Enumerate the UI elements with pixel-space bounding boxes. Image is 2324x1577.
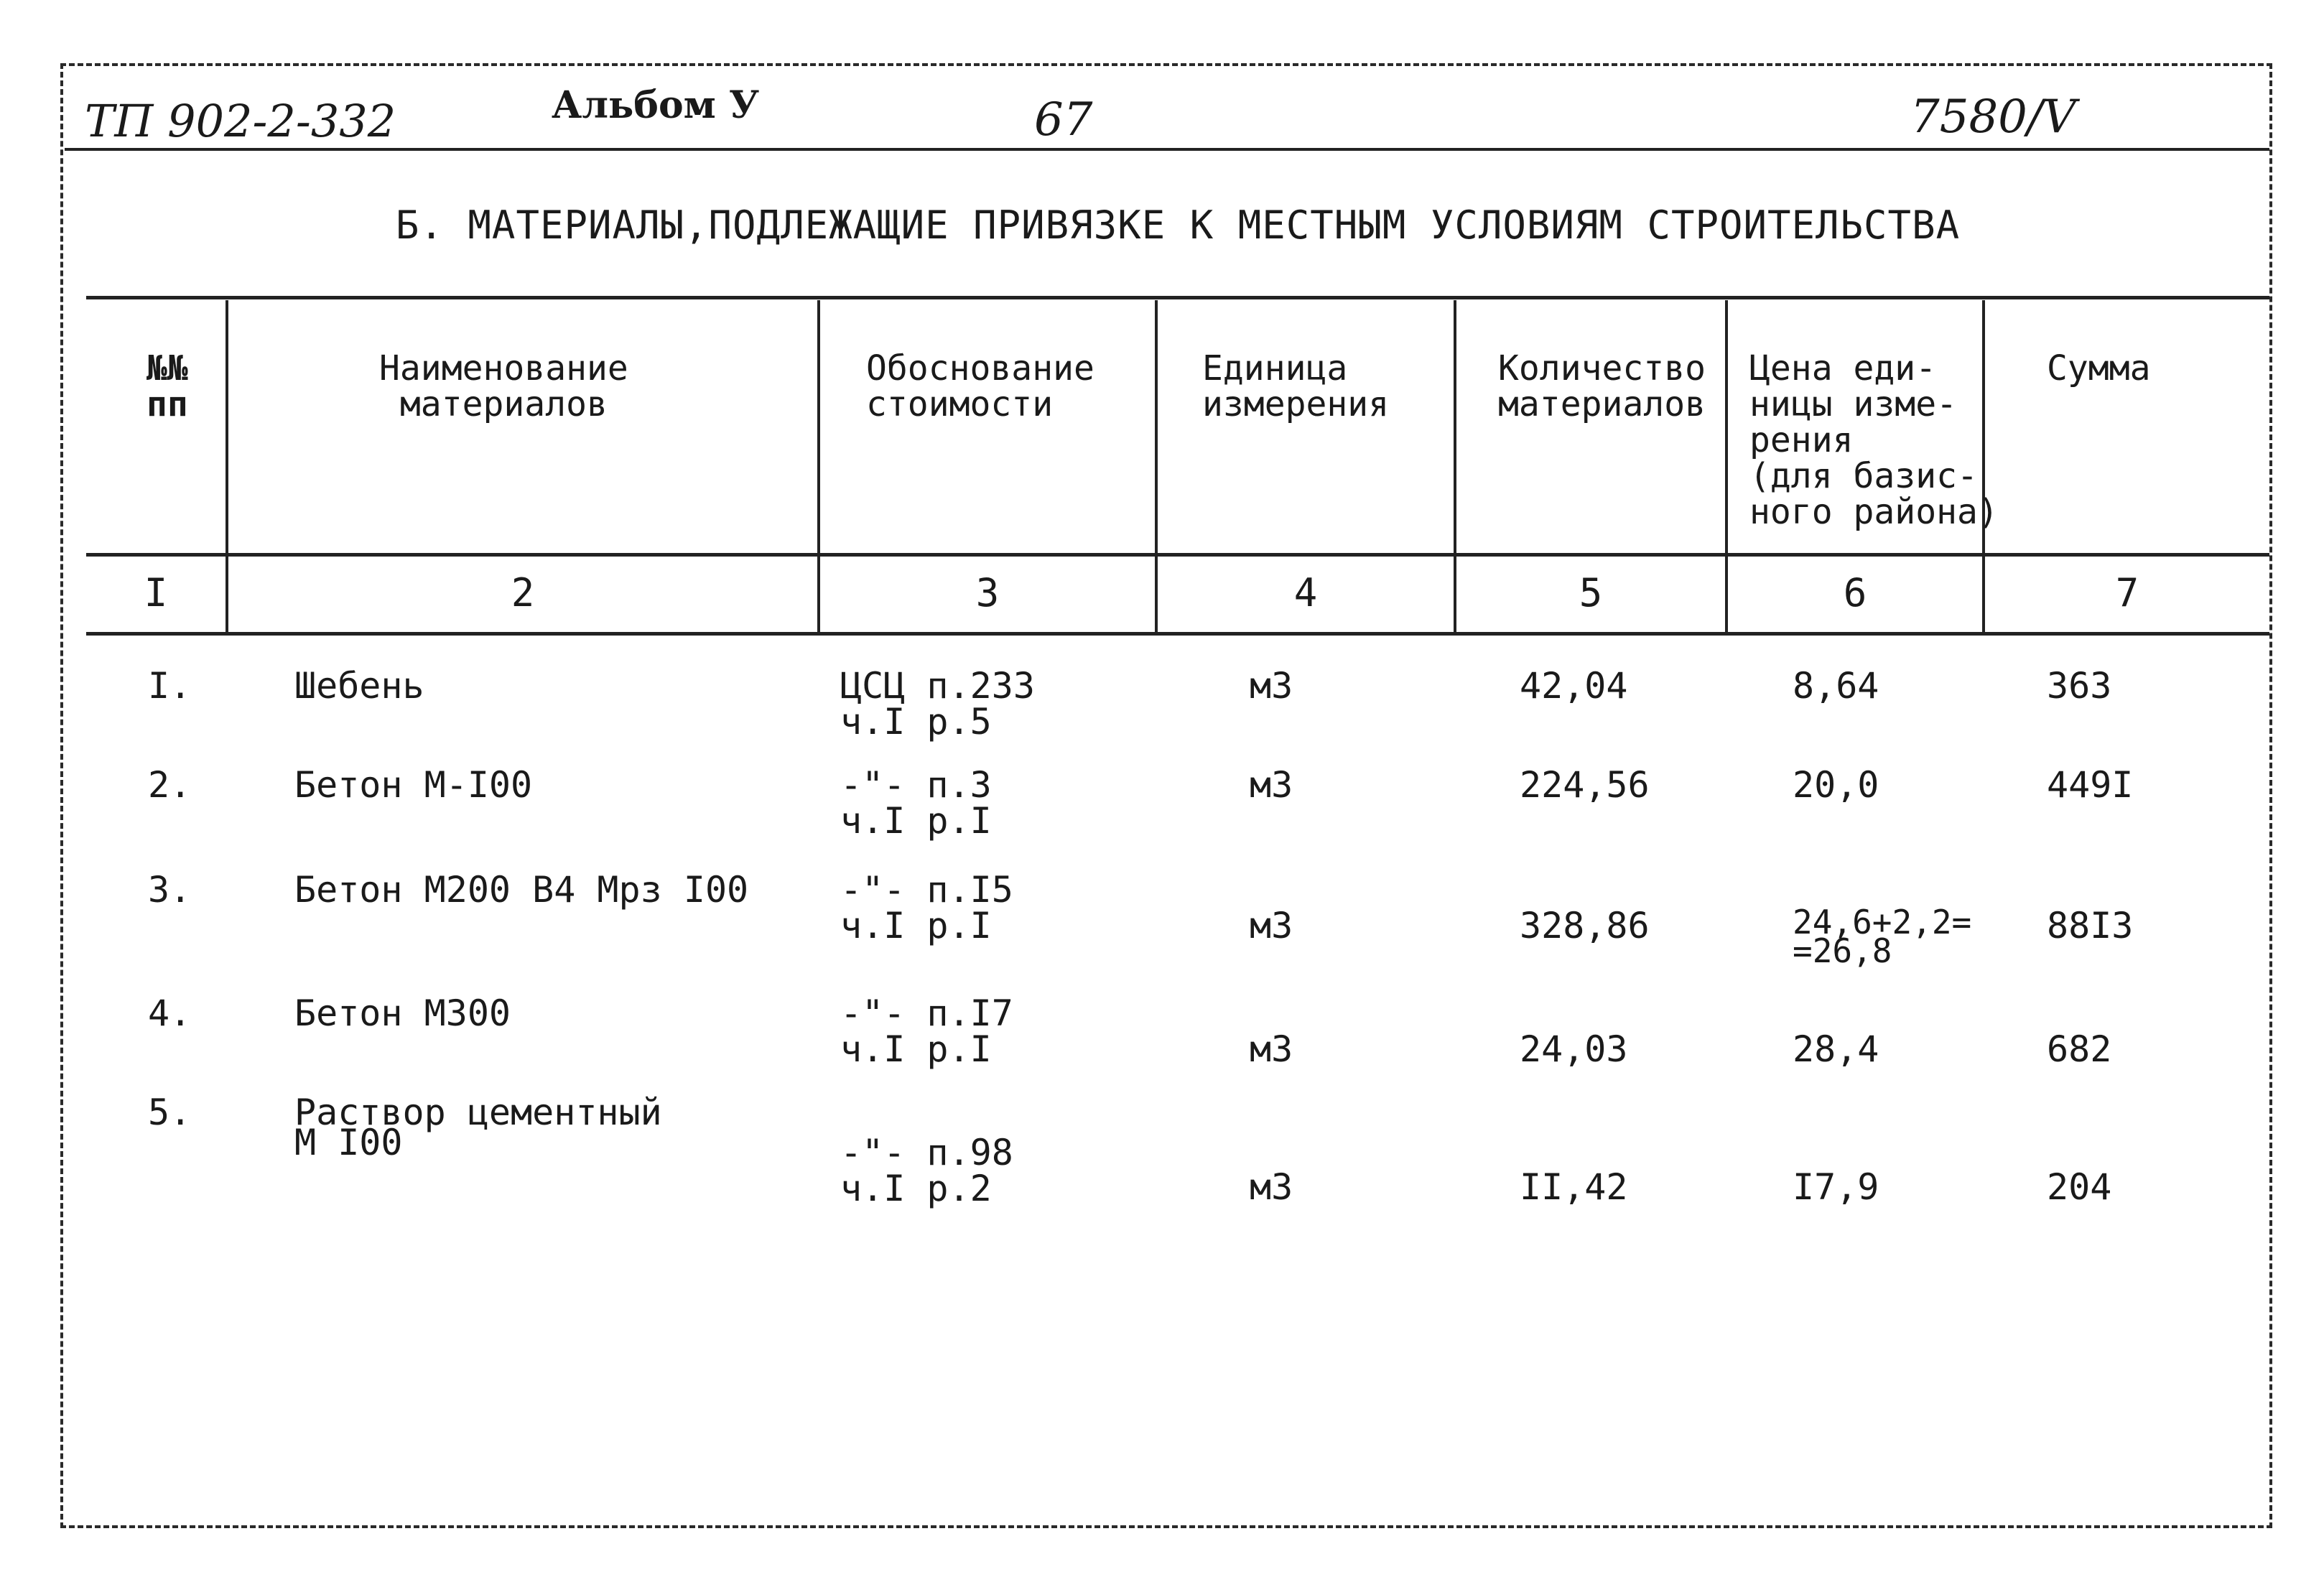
col-num-1: I <box>144 570 168 615</box>
doc-code: ТП 902-2-332 <box>85 95 396 147</box>
row4-basis: -"- п.I7 ч.I р.I <box>840 992 1013 1070</box>
table-top-rule <box>86 296 2269 299</box>
row2-name: Бетон М-I00 <box>294 764 533 806</box>
section-title: Б. МАТЕРИАЛЫ,ПОДЛЕЖАЩИЕ ПРИВЯЗКЕ К МЕСТНЫМ УСЛОВИЯМ СТРОИТЕЛЬСТВА <box>395 203 1961 248</box>
row2-basis: -"- п.3 ч.I р.I <box>840 764 992 842</box>
row3-basis: -"- п.I5 ч.I р.I <box>840 869 1013 946</box>
row2-unit: м3 <box>1250 764 1293 806</box>
col-head-no: №№ пп <box>147 348 188 424</box>
row3-sum: 88I3 <box>2047 905 2134 946</box>
col-head-unit: Единица измерения <box>1202 348 1390 424</box>
header-rule <box>65 148 2269 151</box>
row4-unit: м3 <box>1250 1028 1293 1070</box>
col-num-2: 2 <box>511 570 535 615</box>
col-head-basis: Обоснование стоимости <box>866 348 1094 424</box>
page-number: 67 <box>1034 93 1093 146</box>
row3-name: Бетон М200 В4 Мрз I00 <box>294 869 749 911</box>
col-num-3: 3 <box>975 570 1000 615</box>
row2-qty: 224,56 <box>1520 764 1650 806</box>
col-num-7: 7 <box>2115 570 2139 615</box>
row1-no: I. <box>148 665 192 707</box>
col-num-4: 4 <box>1293 570 1318 615</box>
table-header-rule <box>86 553 2269 557</box>
row2-price: 20,0 <box>1793 764 1879 806</box>
row4-sum: 682 <box>2047 1028 2112 1070</box>
col-head-qty: Количество материалов <box>1498 348 1706 424</box>
album-label: Альбом У <box>552 83 760 127</box>
row5-qty: II,42 <box>1520 1166 1628 1208</box>
sheet-code: 7580/V <box>1910 90 2076 144</box>
row1-qty: 42,04 <box>1520 665 1628 707</box>
col-head-sum: Сумма <box>2047 348 2151 389</box>
row5-sum: 204 <box>2047 1166 2112 1208</box>
row1-unit: м3 <box>1250 665 1293 707</box>
row5-no: 5. <box>148 1092 192 1133</box>
row3-unit: м3 <box>1250 905 1293 946</box>
row5-name: Раствор цементный М I00 <box>294 1092 662 1163</box>
row5-basis: -"- п.98 ч.I р.2 <box>840 1132 1013 1209</box>
row4-price: 28,4 <box>1793 1028 1879 1070</box>
table-number-rule <box>86 632 2269 636</box>
row1-name: Шебень <box>294 665 424 707</box>
col-num-6: 6 <box>1843 570 1867 615</box>
row3-qty: 328,86 <box>1520 905 1650 946</box>
row4-name: Бетон М300 <box>294 992 511 1034</box>
row5-price: I7,9 <box>1793 1166 1879 1208</box>
col-num-5: 5 <box>1579 570 1603 615</box>
row1-basis: ЦСЦ п.233 ч.I р.5 <box>840 665 1035 743</box>
row4-qty: 24,03 <box>1520 1028 1628 1070</box>
col-head-price: Цена еди- ницы изме- рения (для базис- ного района) <box>1749 348 1999 532</box>
row2-sum: 449I <box>2047 764 2134 806</box>
row2-no: 2. <box>148 764 192 806</box>
row1-price: 8,64 <box>1793 665 1879 707</box>
row1-sum: 363 <box>2047 665 2112 707</box>
row3-price: 24,6+2,2= =26,8 <box>1793 903 1972 970</box>
row3-no: 3. <box>148 869 192 911</box>
row5-unit: м3 <box>1250 1166 1293 1208</box>
row4-no: 4. <box>148 992 192 1034</box>
col-head-name: Наименование материалов <box>379 348 628 424</box>
